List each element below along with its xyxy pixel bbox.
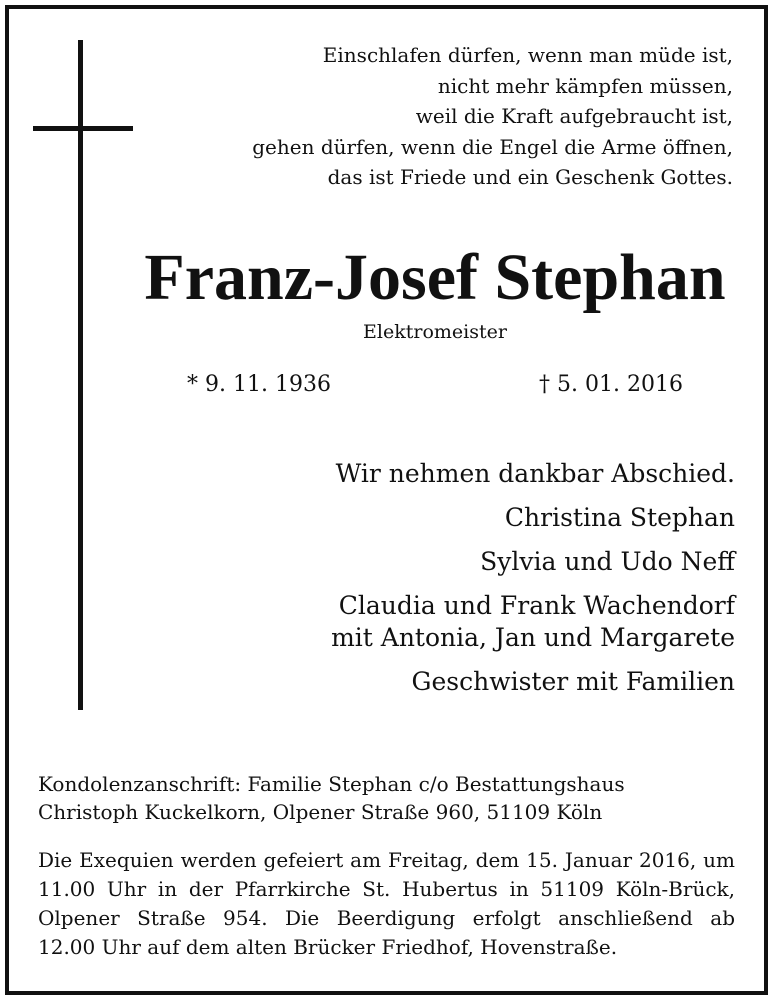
mourner-name: Christina Stephan	[504, 503, 735, 532]
address-line: Kondolenzanschrift: Familie Stephan c/o Bestattungshaus	[38, 772, 625, 796]
deceased-name: Franz-Josef Stephan	[144, 241, 726, 314]
mourner-name: Geschwister mit Familien	[411, 667, 735, 696]
cross-icon	[78, 40, 83, 710]
mourner-name: mit Antonia, Jan und Margarete	[331, 623, 735, 652]
death-date: † 5. 01. 2016	[539, 372, 683, 397]
poem-line: nicht mehr kämpfen müssen,	[437, 73, 733, 98]
poem-line: Einschlafen dürfen, wenn man müde ist,	[322, 43, 733, 67]
poem-line: das ist Friede und ein Geschenk Gottes.	[327, 165, 733, 189]
poem	[173, 40, 733, 193]
birth-date: * 9. 11. 1936	[187, 372, 331, 397]
condolence-address	[38, 770, 738, 826]
service-line: 11.00 Uhr in der Pfarrkirche St. Hubertus in 51109 Köln-Brück,	[38, 877, 735, 901]
mourner-name: Sylvia und Udo Neff	[480, 547, 735, 576]
service-line: Olpener Straße 954. Die Beerdigung erfolgt anschließend ab	[38, 906, 735, 930]
poem-line: gehen dürfen, wenn die Engel die Arme öffnen,	[252, 134, 733, 159]
farewell-text: Wir nehmen dankbar Abschied.	[335, 459, 735, 488]
poem-line: weil die Kraft aufgebraucht ist,	[415, 104, 733, 128]
service-line: 12.00 Uhr auf dem alten Brücker Friedhof, Hovenstraße.	[38, 935, 618, 959]
mourner-name: Claudia und Frank Wachendorf	[338, 591, 735, 620]
mourners-list	[135, 458, 735, 698]
deceased-profession: Elektromeister	[363, 321, 507, 343]
cross-icon-bar	[33, 126, 133, 131]
service-line: Die Exequien werden gefeiert am Freitag, dem 15. Januar 2016, um	[38, 848, 735, 872]
funeral-service-info	[38, 846, 735, 962]
address-line: Christoph Kuckelkorn, Olpener Straße 960, 51109 Köln	[38, 800, 603, 824]
